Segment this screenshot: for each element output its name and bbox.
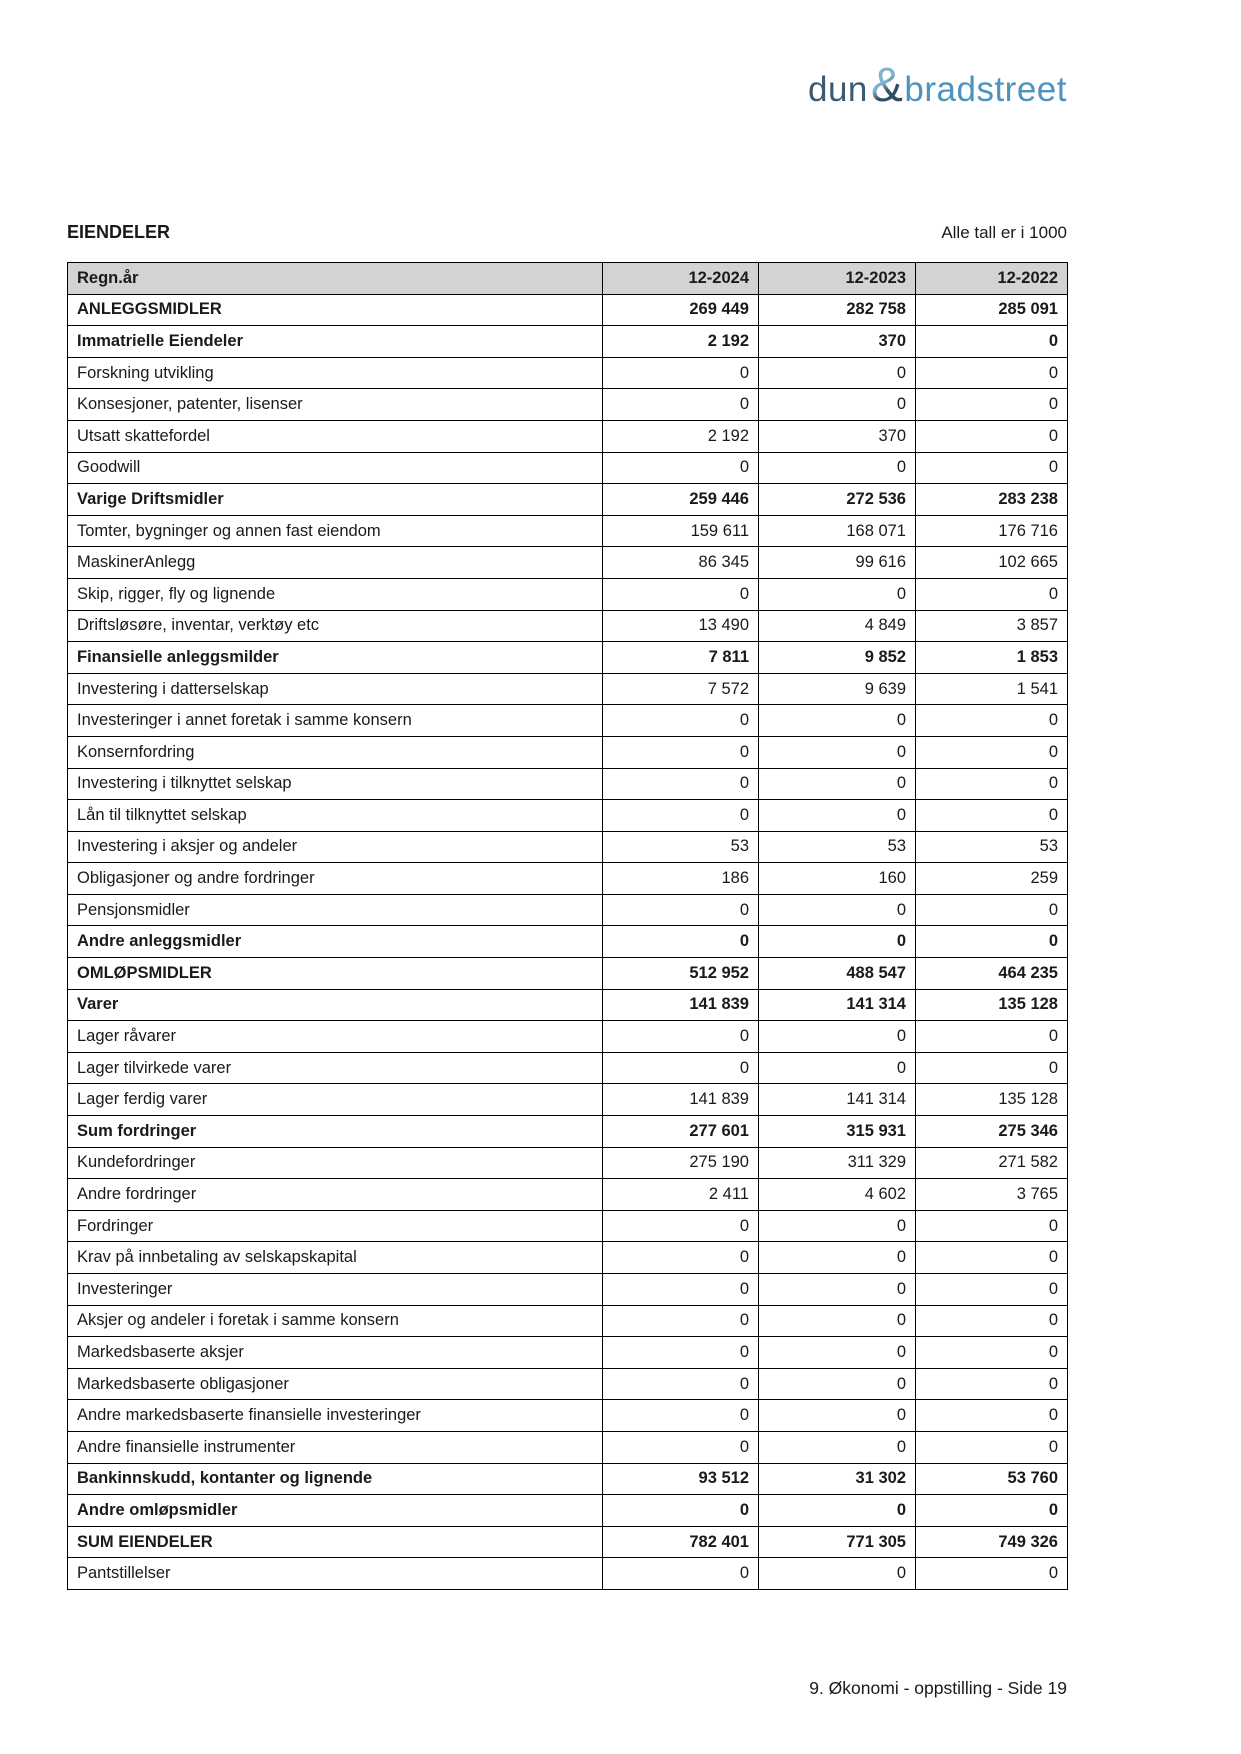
- row-value: 285 091: [916, 294, 1068, 326]
- row-label: Utsatt skattefordel: [68, 420, 603, 452]
- row-value: 0: [603, 1242, 759, 1274]
- table-row: [68, 610, 1068, 642]
- row-value: 0: [603, 1305, 759, 1337]
- unit-note: Alle tall er i 1000: [941, 223, 1067, 242]
- column-header-12-2023: 12-2023: [759, 263, 916, 295]
- row-value: 771 305: [759, 1526, 916, 1558]
- row-label: Andre omløpsmidler: [68, 1495, 603, 1527]
- row-value: 3 857: [916, 610, 1068, 642]
- row-value: 271 582: [916, 1147, 1068, 1179]
- row-label: Investering i tilknyttet selskap: [68, 768, 603, 800]
- logo-text-dun: dun: [807, 69, 868, 109]
- row-value: 0: [603, 1368, 759, 1400]
- row-value: 283 238: [916, 484, 1068, 516]
- row-value: 9 852: [759, 642, 916, 674]
- row-value: 141 839: [603, 989, 759, 1021]
- row-value: 99 616: [759, 547, 916, 579]
- row-value: 0: [916, 357, 1068, 389]
- row-label: Krav på innbetaling av selskapskapital: [68, 1242, 603, 1274]
- row-value: 53: [916, 831, 1068, 863]
- row-label: Immatrielle Eiendeler: [68, 326, 603, 358]
- table-row: [68, 578, 1068, 610]
- row-value: 0: [759, 768, 916, 800]
- row-label: Andre fordringer: [68, 1179, 603, 1211]
- row-value: 86 345: [603, 547, 759, 579]
- row-label: Lager råvarer: [68, 1021, 603, 1053]
- row-value: 0: [916, 1368, 1068, 1400]
- table-row: [68, 642, 1068, 674]
- row-value: 0: [916, 800, 1068, 832]
- table-row: [68, 736, 1068, 768]
- row-value: 4 849: [759, 610, 916, 642]
- row-label: Lån til tilknyttet selskap: [68, 800, 603, 832]
- row-value: 0: [603, 452, 759, 484]
- row-value: 2 411: [603, 1179, 759, 1211]
- row-value: 0: [759, 1337, 916, 1369]
- logo-text-bradstreet: bradstreet: [904, 69, 1067, 109]
- row-value: 0: [759, 736, 916, 768]
- row-value: 0: [603, 1052, 759, 1084]
- row-value: 0: [603, 1400, 759, 1432]
- row-value: 0: [759, 389, 916, 421]
- row-value: 0: [916, 926, 1068, 958]
- table-row: [68, 1084, 1068, 1116]
- row-value: 0: [759, 357, 916, 389]
- row-value: 277 601: [603, 1116, 759, 1148]
- row-label: Skip, rigger, fly og lignende: [68, 578, 603, 610]
- table-row: [68, 294, 1068, 326]
- row-value: 0: [916, 1400, 1068, 1432]
- row-value: 0: [759, 1052, 916, 1084]
- row-value: 0: [916, 578, 1068, 610]
- row-value: 0: [603, 736, 759, 768]
- column-header-12-2022: 12-2022: [916, 263, 1068, 295]
- row-value: 176 716: [916, 515, 1068, 547]
- row-value: 0: [759, 1021, 916, 1053]
- row-value: 0: [603, 768, 759, 800]
- row-value: 0: [603, 1337, 759, 1369]
- row-label: Sum fordringer: [68, 1116, 603, 1148]
- table-row: [68, 673, 1068, 705]
- row-value: 749 326: [916, 1526, 1068, 1558]
- row-value: 0: [759, 1400, 916, 1432]
- table-row: [68, 989, 1068, 1021]
- table-row: [68, 1368, 1068, 1400]
- row-value: 0: [603, 1274, 759, 1306]
- row-value: 315 931: [759, 1116, 916, 1148]
- row-value: 0: [603, 705, 759, 737]
- row-value: 272 536: [759, 484, 916, 516]
- row-value: 13 490: [603, 610, 759, 642]
- row-value: 0: [916, 1210, 1068, 1242]
- table-row: [68, 705, 1068, 737]
- row-value: 9 639: [759, 673, 916, 705]
- row-value: 0: [759, 926, 916, 958]
- table-row: [68, 1463, 1068, 1495]
- row-value: 370: [759, 420, 916, 452]
- row-value: 311 329: [759, 1147, 916, 1179]
- row-value: 0: [759, 1495, 916, 1527]
- row-value: 0: [916, 452, 1068, 484]
- row-label: Aksjer og andeler i foretak i samme konsern: [68, 1305, 603, 1337]
- row-label: Investering i datterselskap: [68, 673, 603, 705]
- table-row: [68, 389, 1068, 421]
- row-value: 93 512: [603, 1463, 759, 1495]
- row-label: Lager tilvirkede varer: [68, 1052, 603, 1084]
- row-value: 0: [916, 326, 1068, 358]
- row-value: 0: [916, 1558, 1068, 1590]
- row-value: 0: [603, 1210, 759, 1242]
- row-label: Tomter, bygninger og annen fast eiendom: [68, 515, 603, 547]
- row-label: Konsesjoner, patenter, lisenser: [68, 389, 603, 421]
- row-value: 1 853: [916, 642, 1068, 674]
- row-label: Finansielle anleggsmilder: [68, 642, 603, 674]
- table-row: [68, 1274, 1068, 1306]
- table-row: [68, 958, 1068, 990]
- row-value: 488 547: [759, 958, 916, 990]
- row-value: 141 839: [603, 1084, 759, 1116]
- row-value: 3 765: [916, 1179, 1068, 1211]
- row-value: 53 760: [916, 1463, 1068, 1495]
- row-label: Goodwill: [68, 452, 603, 484]
- table-row: [68, 547, 1068, 579]
- column-header-12-2024: 12-2024: [603, 263, 759, 295]
- table-row: [68, 326, 1068, 358]
- row-label: Investeringer i annet foretak i samme konsern: [68, 705, 603, 737]
- row-value: 0: [916, 1052, 1068, 1084]
- row-value: 0: [759, 1431, 916, 1463]
- row-value: 141 314: [759, 1084, 916, 1116]
- table-row: [68, 768, 1068, 800]
- row-value: 0: [759, 1368, 916, 1400]
- table-row: [68, 1179, 1068, 1211]
- row-label: Lager ferdig varer: [68, 1084, 603, 1116]
- row-value: 0: [603, 578, 759, 610]
- row-value: 0: [916, 1431, 1068, 1463]
- row-value: 0: [916, 420, 1068, 452]
- row-value: 0: [759, 1558, 916, 1590]
- row-value: 0: [916, 1337, 1068, 1369]
- row-value: 259: [916, 863, 1068, 895]
- table-row: [68, 1116, 1068, 1148]
- row-value: 0: [916, 894, 1068, 926]
- row-label: Pantstillelser: [68, 1558, 603, 1590]
- row-value: 0: [916, 1242, 1068, 1274]
- row-label: Konsernfordring: [68, 736, 603, 768]
- row-value: 275 190: [603, 1147, 759, 1179]
- table-row: [68, 1210, 1068, 1242]
- table-row: [68, 863, 1068, 895]
- row-label: Andre markedsbaserte finansielle investeringer: [68, 1400, 603, 1432]
- table-row: [68, 1431, 1068, 1463]
- table-row: [68, 420, 1068, 452]
- table-row: [68, 1495, 1068, 1527]
- row-value: 0: [759, 1242, 916, 1274]
- row-label: Forskning utvikling: [68, 357, 603, 389]
- row-value: 370: [759, 326, 916, 358]
- table-row: [68, 1558, 1068, 1590]
- table-row: [68, 1021, 1068, 1053]
- row-value: 53: [603, 831, 759, 863]
- row-value: 186: [603, 863, 759, 895]
- table-row: [68, 1337, 1068, 1369]
- row-value: 259 446: [603, 484, 759, 516]
- row-label: Fordringer: [68, 1210, 603, 1242]
- row-value: 0: [759, 894, 916, 926]
- section-title: EIENDELER: [67, 222, 171, 242]
- row-value: 782 401: [603, 1526, 759, 1558]
- table-row: [68, 484, 1068, 516]
- column-header-regnar: Regn.år: [68, 263, 603, 295]
- row-value: 0: [759, 1210, 916, 1242]
- row-value: 102 665: [916, 547, 1068, 579]
- row-value: 135 128: [916, 989, 1068, 1021]
- table-row: [68, 1305, 1068, 1337]
- row-label: Andre finansielle instrumenter: [68, 1431, 603, 1463]
- row-value: 0: [916, 705, 1068, 737]
- row-label: Varige Driftsmidler: [68, 484, 603, 516]
- row-value: 0: [603, 894, 759, 926]
- table-row: [68, 894, 1068, 926]
- row-value: 269 449: [603, 294, 759, 326]
- row-value: 159 611: [603, 515, 759, 547]
- row-value: 53: [759, 831, 916, 863]
- row-label: ANLEGGSMIDLER: [68, 294, 603, 326]
- row-value: 0: [759, 452, 916, 484]
- row-value: 141 314: [759, 989, 916, 1021]
- table-row: [68, 831, 1068, 863]
- row-label: Markedsbaserte obligasjoner: [68, 1368, 603, 1400]
- row-value: 0: [603, 1558, 759, 1590]
- row-label: Obligasjoner og andre fordringer: [68, 863, 603, 895]
- row-value: 0: [603, 1021, 759, 1053]
- table-row: [68, 452, 1068, 484]
- row-label: Pensjonsmidler: [68, 894, 603, 926]
- row-label: MaskinerAnlegg: [68, 547, 603, 579]
- row-label: Bankinnskudd, kontanter og lignende: [68, 1463, 603, 1495]
- row-value: 0: [916, 389, 1068, 421]
- row-value: 0: [759, 1305, 916, 1337]
- row-value: 282 758: [759, 294, 916, 326]
- row-value: 7 811: [603, 642, 759, 674]
- table-row: [68, 1052, 1068, 1084]
- table-row: [68, 1400, 1068, 1432]
- row-value: 464 235: [916, 958, 1068, 990]
- row-label: Andre anleggsmidler: [68, 926, 603, 958]
- row-value: 0: [603, 389, 759, 421]
- table-row: [68, 1526, 1068, 1558]
- row-value: 168 071: [759, 515, 916, 547]
- row-value: 2 192: [603, 326, 759, 358]
- row-value: 135 128: [916, 1084, 1068, 1116]
- row-value: 0: [603, 1431, 759, 1463]
- row-label: Varer: [68, 989, 603, 1021]
- row-value: 0: [603, 357, 759, 389]
- table-row: [68, 515, 1068, 547]
- table-row: [68, 1147, 1068, 1179]
- table-row: [68, 800, 1068, 832]
- row-label: Investeringer: [68, 1274, 603, 1306]
- row-label: Investering i aksjer og andeler: [68, 831, 603, 863]
- row-value: 0: [916, 1274, 1068, 1306]
- table-row: [68, 926, 1068, 958]
- row-value: 0: [759, 578, 916, 610]
- row-value: 160: [759, 863, 916, 895]
- row-value: 0: [759, 705, 916, 737]
- page-footer-text: 9. Økonomi - oppstilling - Side 19: [809, 1678, 1067, 1698]
- dun-bradstreet-logo: [807, 59, 1067, 112]
- row-label: SUM EIENDELER: [68, 1526, 603, 1558]
- row-value: 512 952: [603, 958, 759, 990]
- balance-sheet-table: [67, 262, 1068, 1590]
- table-row: [68, 357, 1068, 389]
- row-value: 4 602: [759, 1179, 916, 1211]
- row-value: 0: [603, 1495, 759, 1527]
- table-header-row: [68, 263, 1068, 295]
- row-value: 0: [759, 1274, 916, 1306]
- row-value: 0: [916, 768, 1068, 800]
- row-label: Markedsbaserte aksjer: [68, 1337, 603, 1369]
- row-value: 0: [603, 926, 759, 958]
- logo-ampersand-icon: &: [870, 59, 904, 112]
- row-label: Driftsløsøre, inventar, verktøy etc: [68, 610, 603, 642]
- row-value: 275 346: [916, 1116, 1068, 1148]
- row-label: Kundefordringer: [68, 1147, 603, 1179]
- row-value: 2 192: [603, 420, 759, 452]
- row-value: 31 302: [759, 1463, 916, 1495]
- row-label: OMLØPSMIDLER: [68, 958, 603, 990]
- table-title-row: [67, 222, 1067, 243]
- row-value: 7 572: [603, 673, 759, 705]
- row-value: 1 541: [916, 673, 1068, 705]
- row-value: 0: [916, 1021, 1068, 1053]
- row-value: 0: [916, 1305, 1068, 1337]
- row-value: 0: [916, 1495, 1068, 1527]
- table-row: [68, 1242, 1068, 1274]
- row-value: 0: [603, 800, 759, 832]
- row-value: 0: [916, 736, 1068, 768]
- row-value: 0: [759, 800, 916, 832]
